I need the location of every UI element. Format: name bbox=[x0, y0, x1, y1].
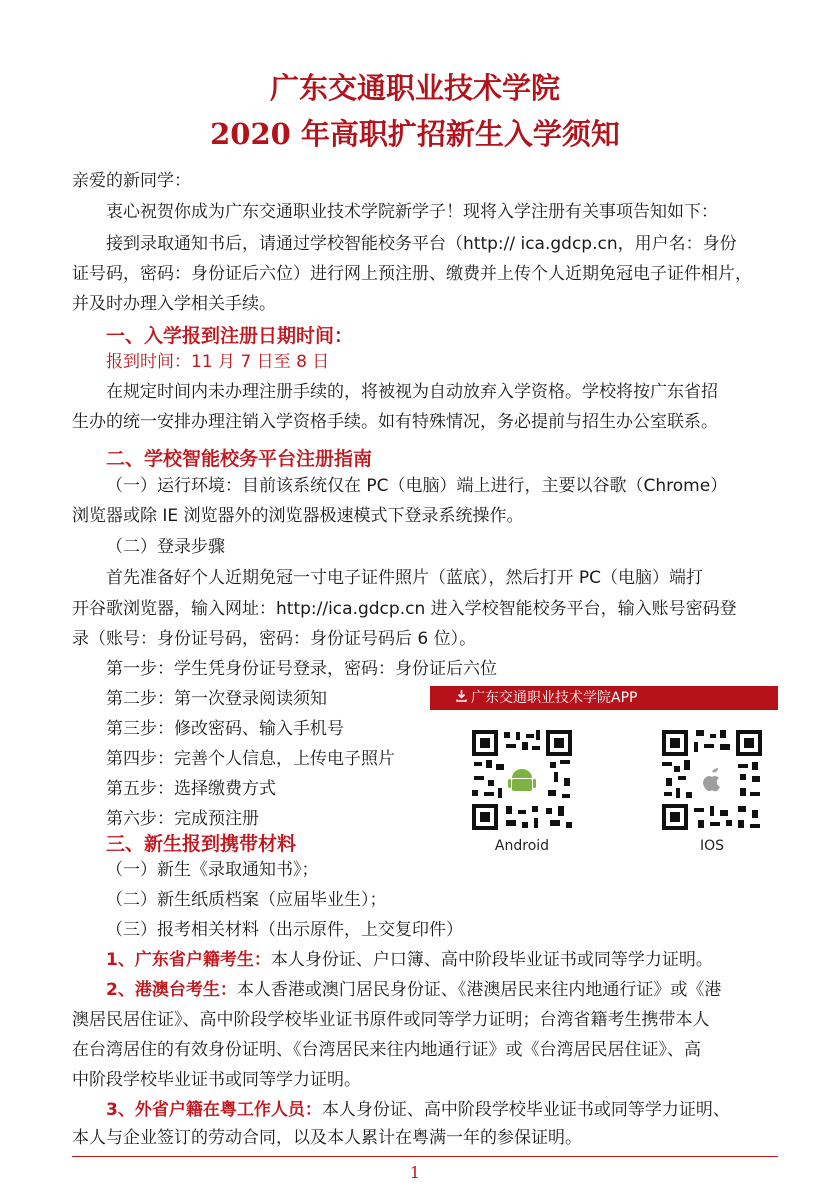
material-item: （三）报考相关材料（出示原件，上交复印件） bbox=[106, 920, 463, 940]
ios-label: IOS bbox=[699, 838, 725, 854]
footer-divider bbox=[72, 1156, 778, 1157]
step-item: 第三步：修改密码、输入手机号 bbox=[106, 719, 344, 739]
section1-line: 生办的统一安排办理注销入学资格手续。如有特殊情况，务必提前与招生办公室联系。 bbox=[72, 412, 718, 432]
document-title-line2: 2020 年高职扩招新生入学须知 bbox=[210, 117, 620, 151]
category-guangdong bbox=[106, 949, 713, 972]
section2-heading: 二、学校智能校务平台注册指南 bbox=[106, 448, 373, 470]
android-label: Android bbox=[494, 838, 550, 854]
step-item: 第四步：完善个人信息，上传电子照片 bbox=[106, 749, 395, 769]
greeting: 亲爱的新同学： bbox=[72, 171, 191, 191]
category-label: 2、港澳台考生： bbox=[106, 980, 237, 1000]
category-line: 本人与企业签订的劳动合同，以及本人累计在粤满一年的参保证明。 bbox=[72, 1128, 582, 1148]
login-line: 开谷歌浏览器，输入网址：http://ica.gdcp.cn 进入学校智能校务平台，输入账号密码登 bbox=[72, 599, 737, 619]
registration-time: 报到时间：11 月 7 日至 8 日 bbox=[106, 352, 330, 372]
category-hk-macao-taiwan bbox=[106, 979, 721, 1002]
login-line: 录（账号：身份证号码，密码：身份证号码后 6 位）。 bbox=[72, 629, 477, 649]
android-qr-code[interactable] bbox=[470, 728, 574, 832]
category-text: 本人身份证、户口簿、高中阶段毕业证书或同等学力证明。 bbox=[270, 950, 713, 970]
step-item: 第二步：第一次登录阅读须知 bbox=[106, 689, 327, 709]
intro-line: 证号码，密码：身份证后六位）进行网上预注册、缴费并上传个人近期免冠电子证件相片， bbox=[72, 264, 752, 284]
intro-line: 接到录取通知书后，请通过学校智能校务平台（http:// ica.gdcp.cn，用户名：身份 bbox=[106, 234, 737, 254]
env-line: （一）运行环境：目前该系统仅在 PC（电脑）端上进行，主要以谷歌（Chrome） bbox=[106, 476, 728, 496]
section1-heading: 一、入学报到注册日期时间： bbox=[106, 325, 354, 347]
section3-heading: 三、新生报到携带材料 bbox=[106, 833, 297, 855]
app-banner-label: 广东交通职业技术学院APP bbox=[471, 690, 638, 706]
login-heading: （二）登录步骤 bbox=[106, 537, 225, 557]
category-line: 在台湾居住的有效身份证明、《台湾居民来往内地通行证》或《台湾居民居住证》、高 bbox=[72, 1040, 701, 1060]
section1-line: 在规定时间内未办理注册手续的，将被视为自动放弃入学资格。学校将按广东省招 bbox=[106, 382, 718, 402]
step-item: 第一步：学生凭身份证号登录，密码：身份证后六位 bbox=[106, 659, 497, 679]
page-number: 1 bbox=[409, 1163, 421, 1182]
document-title-line1: 广东交通职业技术学院 bbox=[269, 71, 560, 105]
login-line: 首先准备好个人近期免冠一寸电子证件照片（蓝底），然后打开 PC（电脑）端打 bbox=[106, 568, 704, 588]
intro-line: 衷心祝贺你成为广东交通职业技术学院新学子！现将入学注册有关事项告知如下： bbox=[106, 202, 718, 222]
step-item: 第六步：完成预注册 bbox=[106, 809, 259, 829]
intro-line: 并及时办理入学相关手续。 bbox=[72, 294, 276, 314]
app-download-banner bbox=[430, 686, 778, 710]
download-icon bbox=[456, 686, 467, 710]
material-item: （一）新生《录取通知书》； bbox=[106, 860, 319, 880]
step-item: 第五步：选择缴费方式 bbox=[106, 779, 276, 799]
material-item: （二）新生纸质档案（应届毕业生）； bbox=[106, 890, 387, 910]
category-line: 中阶段学校毕业证书或同等学力证明。 bbox=[72, 1070, 361, 1090]
category-text: 本人香港或澳门居民身份证、《港澳居民来往内地通行证》或《港 bbox=[236, 980, 722, 1000]
category-other-province bbox=[106, 1099, 730, 1122]
ios-qr-code[interactable] bbox=[660, 728, 764, 832]
env-line: 浏览器或除 IE 浏览器外的浏览器极速模式下登录系统操作。 bbox=[72, 506, 524, 526]
category-label: 1、广东省户籍考生： bbox=[106, 950, 271, 970]
category-label: 3、外省户籍在粤工作人员： bbox=[106, 1100, 322, 1120]
category-line: 澳居民居住证》、高中阶段学校毕业证书原件或同等学力证明；台湾省籍考生携带本人 bbox=[72, 1010, 710, 1030]
category-text: 本人身份证、高中阶段学校毕业证书或同等学力证明、 bbox=[321, 1100, 730, 1120]
